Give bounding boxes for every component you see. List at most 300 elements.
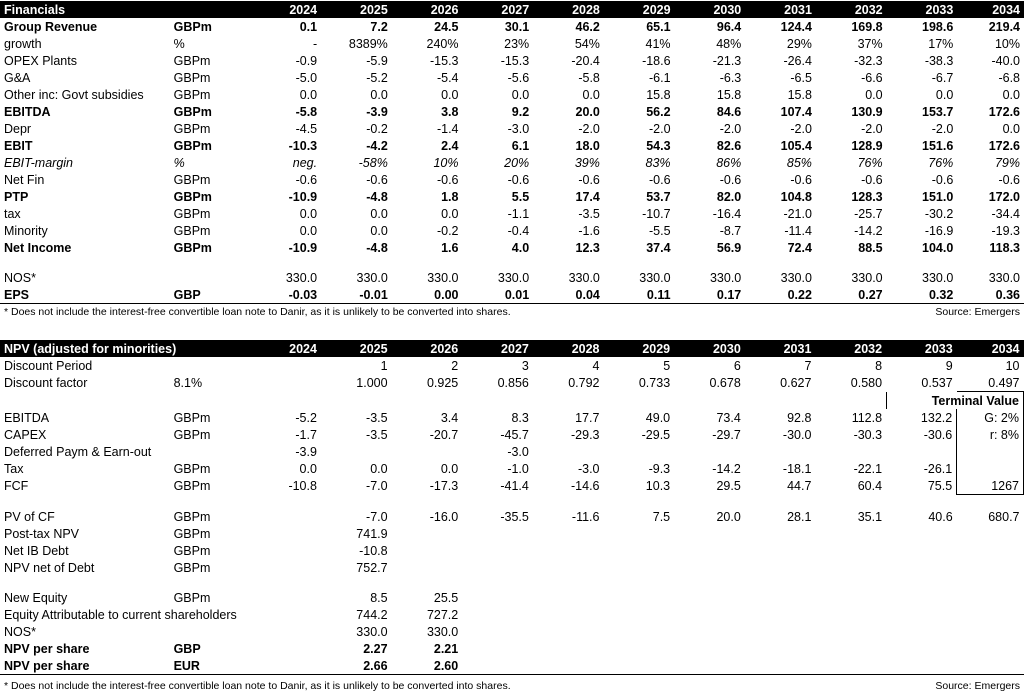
value-cell: 72.4 bbox=[787, 240, 812, 255]
npv-summary-row bbox=[0, 657, 1024, 675]
value-cell bbox=[250, 508, 321, 525]
value-cell: -5.0 bbox=[295, 70, 318, 85]
row-unit: GBPm bbox=[173, 87, 211, 102]
value-cell: G: 2% bbox=[957, 409, 1024, 426]
value-cell: -34.4 bbox=[991, 206, 1020, 221]
empty-cell bbox=[533, 559, 604, 576]
row-label: Tax bbox=[4, 461, 24, 476]
row-unit: EUR bbox=[170, 657, 251, 675]
empty-cell bbox=[957, 606, 1024, 623]
value-cell: -20.4 bbox=[571, 53, 600, 68]
year-header: 2025 bbox=[321, 1, 392, 18]
value-cell: -3.9 bbox=[366, 104, 388, 119]
value-cell: -6.8 bbox=[998, 70, 1020, 85]
npv-title: NPV (adjusted for minorities) bbox=[0, 340, 250, 357]
financials-row bbox=[0, 188, 1024, 205]
value-cell: 330.0 bbox=[568, 270, 600, 285]
row-label: Equity Attributable to current shareholders bbox=[4, 607, 237, 622]
value-cell: -5.5 bbox=[649, 223, 671, 238]
value-cell: 3 bbox=[521, 358, 529, 373]
value-cell: -1.1 bbox=[507, 206, 530, 221]
value-cell: -0.6 bbox=[578, 172, 600, 187]
value-cell: -10.7 bbox=[642, 206, 671, 221]
value-cell: 25.5 bbox=[433, 590, 459, 605]
financials-row bbox=[0, 69, 1024, 86]
value-cell: 17.7 bbox=[575, 410, 600, 425]
value-cell bbox=[392, 525, 463, 542]
year-header: 2024 bbox=[250, 1, 321, 18]
empty-cell bbox=[462, 392, 533, 410]
value-cell: 0.0 bbox=[511, 87, 530, 102]
row-label: growth bbox=[4, 36, 42, 51]
value-cell: 0.0 bbox=[582, 87, 600, 102]
value-cell: 1.000 bbox=[356, 375, 388, 390]
value-cell bbox=[886, 443, 957, 460]
value-cell: 24.5 bbox=[434, 19, 459, 34]
empty-cell bbox=[745, 392, 816, 410]
empty-cell bbox=[815, 657, 886, 675]
value-cell: 49.0 bbox=[645, 410, 671, 425]
row-label: OPEX Plants bbox=[4, 53, 77, 68]
value-cell: 0.627 bbox=[780, 375, 812, 390]
cashflow-row bbox=[0, 477, 1024, 495]
npv-table bbox=[0, 340, 1024, 675]
row-label: Post-tax NPV bbox=[4, 526, 80, 541]
value-cell: 48% bbox=[716, 36, 742, 51]
value-cell: 0.925 bbox=[426, 375, 459, 390]
value-cell: 54% bbox=[574, 36, 600, 51]
financials-title: Financials bbox=[0, 1, 170, 18]
value-cell: 10% bbox=[994, 36, 1020, 51]
empty-cell bbox=[815, 623, 886, 640]
value-cell: 60.4 bbox=[857, 478, 883, 493]
empty-cell bbox=[250, 392, 321, 410]
value-cell: 53.7 bbox=[646, 189, 671, 204]
empty-cell bbox=[250, 606, 321, 623]
value-cell: 0.0 bbox=[935, 87, 954, 102]
value-cell: -3.9 bbox=[295, 444, 317, 459]
empty-cell bbox=[815, 525, 886, 542]
empty-cell bbox=[886, 525, 957, 542]
value-cell: 28.1 bbox=[787, 509, 812, 524]
value-cell: 151.0 bbox=[922, 189, 954, 204]
value-cell bbox=[392, 542, 463, 559]
empty-cell bbox=[604, 606, 675, 623]
empty-cell bbox=[745, 559, 816, 576]
empty-cell bbox=[745, 623, 816, 640]
value-cell bbox=[250, 256, 321, 269]
empty-cell bbox=[745, 576, 816, 589]
row-unit: % bbox=[173, 155, 185, 170]
value-cell bbox=[533, 443, 604, 460]
year-header: 2034 bbox=[957, 340, 1024, 357]
value-cell: -11.6 bbox=[571, 509, 600, 524]
empty-cell bbox=[250, 559, 321, 576]
financials-row bbox=[0, 18, 1024, 35]
empty-cell bbox=[604, 559, 675, 576]
value-cell: 240% bbox=[426, 36, 459, 51]
value-cell: 76% bbox=[928, 155, 954, 170]
npv-footnote: * Does not include the interest-free convertible loan note to Danir, as it is unlikely to be converted into shares. bbox=[4, 680, 511, 692]
empty-cell bbox=[815, 640, 886, 657]
value-cell: 330.0 bbox=[780, 270, 812, 285]
value-cell: 83% bbox=[645, 155, 671, 170]
value-cell: -4.8 bbox=[366, 240, 388, 255]
value-cell: 1267 bbox=[957, 477, 1024, 495]
value-cell: 8.3 bbox=[511, 410, 529, 425]
value-cell: 330.0 bbox=[988, 270, 1020, 285]
row-unit bbox=[170, 357, 251, 374]
value-cell: 132.2 bbox=[920, 410, 953, 425]
empty-cell bbox=[815, 606, 886, 623]
value-cell: -32.3 bbox=[854, 53, 883, 68]
value-cell: 4 bbox=[592, 358, 600, 373]
npv-summary-row bbox=[0, 525, 1024, 542]
row-label: NPV net of Debt bbox=[4, 560, 95, 575]
empty-cell bbox=[886, 542, 957, 559]
value-cell: r: 8% bbox=[957, 426, 1024, 443]
value-cell: 0.497 bbox=[957, 374, 1024, 392]
value-cell: -5.2 bbox=[295, 410, 317, 425]
empty-cell bbox=[674, 576, 745, 589]
value-cell: 18.0 bbox=[575, 138, 600, 153]
value-cell: 37% bbox=[857, 36, 883, 51]
financials-row bbox=[0, 256, 1024, 269]
value-cell: 0.678 bbox=[709, 375, 741, 390]
row-label: Net Fin bbox=[4, 172, 45, 187]
npv-summary-row bbox=[0, 606, 1024, 623]
empty-cell bbox=[604, 525, 675, 542]
value-cell bbox=[533, 256, 604, 269]
value-cell: -2.0 bbox=[719, 121, 742, 136]
empty-cell bbox=[674, 542, 745, 559]
value-cell: 104.0 bbox=[922, 240, 954, 255]
value-cell: 29.5 bbox=[716, 478, 741, 493]
row-unit: % bbox=[173, 36, 185, 51]
pv-of-cf-row bbox=[0, 508, 1024, 525]
value-cell: -18.1 bbox=[782, 461, 812, 476]
value-cell: 0.0 bbox=[299, 223, 318, 238]
value-cell bbox=[392, 576, 463, 589]
value-cell: -0.6 bbox=[295, 172, 318, 187]
empty-cell bbox=[533, 525, 604, 542]
value-cell: 5.5 bbox=[511, 189, 530, 204]
discount-period-row bbox=[0, 357, 1024, 374]
value-cell: 0.0 bbox=[370, 461, 388, 476]
npv-summary-row bbox=[0, 542, 1024, 559]
value-cell: -0.6 bbox=[998, 172, 1020, 187]
value-cell: -0.9 bbox=[295, 53, 318, 68]
empty-cell bbox=[604, 589, 675, 606]
row-label: EBIT bbox=[4, 138, 33, 153]
year-header: 2025 bbox=[321, 340, 392, 357]
value-cell bbox=[392, 256, 463, 269]
empty-cell bbox=[250, 525, 321, 542]
value-cell: -21.3 bbox=[712, 53, 742, 68]
value-cell: -7.0 bbox=[366, 509, 388, 524]
value-cell: 330.0 bbox=[639, 270, 671, 285]
value-cell: -3.0 bbox=[507, 121, 530, 136]
row-label: NPV per share bbox=[4, 641, 90, 656]
value-cell: 7.5 bbox=[652, 509, 671, 524]
value-cell: 0.17 bbox=[675, 286, 746, 304]
row-label: NOS* bbox=[4, 624, 36, 639]
value-cell bbox=[604, 443, 675, 460]
row-label: Discount Period bbox=[4, 358, 93, 373]
value-cell: 0.0 bbox=[1002, 121, 1020, 136]
empty-cell bbox=[886, 606, 957, 623]
empty-cell bbox=[886, 559, 957, 576]
value-cell: 6 bbox=[733, 358, 741, 373]
empty-cell bbox=[604, 657, 675, 675]
value-cell: 0.0 bbox=[1002, 87, 1020, 102]
empty-cell bbox=[886, 623, 957, 640]
value-cell: 15.8 bbox=[646, 87, 671, 102]
value-cell: 75.5 bbox=[927, 478, 953, 493]
row-unit: GBPm bbox=[173, 206, 211, 221]
value-cell: 741.9 bbox=[356, 526, 388, 541]
npv-summary-row bbox=[0, 640, 1024, 657]
value-cell bbox=[250, 374, 321, 392]
empty-cell bbox=[604, 576, 675, 589]
empty-cell bbox=[886, 640, 957, 657]
value-cell: 17% bbox=[928, 36, 954, 51]
npv-source: Source: Emergers bbox=[935, 680, 1020, 692]
value-cell: -1.6 bbox=[578, 223, 600, 238]
value-cell: -26.1 bbox=[923, 461, 953, 476]
value-cell: 15.8 bbox=[716, 87, 742, 102]
value-cell bbox=[392, 443, 463, 460]
value-cell: -9.3 bbox=[648, 461, 671, 476]
row-label: Group Revenue bbox=[4, 19, 98, 34]
empty-cell bbox=[462, 640, 533, 657]
value-cell: 20% bbox=[504, 155, 530, 170]
value-cell: 330.0 bbox=[851, 270, 883, 285]
value-cell: 330.0 bbox=[285, 270, 318, 285]
value-cell: 1 bbox=[380, 358, 388, 373]
financials-row bbox=[0, 52, 1024, 69]
value-cell: -26.4 bbox=[783, 53, 812, 68]
empty-cell bbox=[0, 392, 170, 410]
value-cell: -20.7 bbox=[429, 427, 459, 442]
row-label: G&A bbox=[4, 70, 31, 85]
financials-source: Source: Emergers bbox=[935, 306, 1020, 318]
value-cell: -2.0 bbox=[578, 121, 600, 136]
value-cell: 107.4 bbox=[780, 104, 812, 119]
row-label: EBITDA bbox=[4, 410, 50, 425]
value-cell: -25.7 bbox=[854, 206, 883, 221]
row-label: FCF bbox=[4, 478, 29, 493]
value-cell: 54.3 bbox=[646, 138, 671, 153]
empty-cell bbox=[957, 525, 1024, 542]
value-cell: -29.5 bbox=[641, 427, 671, 442]
empty-cell bbox=[462, 589, 533, 606]
value-cell: -15.3 bbox=[430, 53, 459, 68]
value-cell: -6.1 bbox=[649, 70, 671, 85]
row-unit: GBPm bbox=[173, 560, 211, 575]
value-cell: 330.0 bbox=[426, 624, 459, 639]
financials-row bbox=[0, 86, 1024, 103]
value-cell: 330.0 bbox=[356, 624, 388, 639]
value-cell: 0.27 bbox=[816, 286, 887, 304]
empty-cell bbox=[604, 392, 675, 410]
npv-summary-row bbox=[0, 623, 1024, 640]
empty-cell bbox=[604, 640, 675, 657]
value-cell: 0.0 bbox=[299, 206, 318, 221]
value-cell: 2.60 bbox=[392, 657, 463, 675]
value-cell: 0.0 bbox=[440, 461, 459, 476]
year-header: 2029 bbox=[604, 340, 675, 357]
row-label: PTP bbox=[4, 189, 29, 204]
empty-cell bbox=[462, 606, 533, 623]
empty-cell bbox=[250, 576, 321, 589]
row-unit: GBPm bbox=[173, 19, 212, 34]
empty-cell bbox=[815, 559, 886, 576]
value-cell: 0.1 bbox=[299, 19, 318, 34]
row-unit: GBPm bbox=[173, 590, 211, 605]
row-unit: GBPm bbox=[173, 121, 211, 136]
npv-footnote-row bbox=[0, 680, 1024, 692]
value-cell: 0.36 bbox=[957, 286, 1024, 304]
empty-cell bbox=[462, 623, 533, 640]
row-label: Other inc: Govt subsidies bbox=[4, 87, 144, 102]
value-cell: -10.3 bbox=[288, 138, 318, 153]
row-label: tax bbox=[4, 206, 21, 221]
value-cell: -2.0 bbox=[861, 121, 883, 136]
terminal-value-row bbox=[0, 392, 1024, 410]
empty-cell bbox=[815, 589, 886, 606]
row-unit: GBPm bbox=[173, 478, 211, 493]
year-header: 2033 bbox=[886, 340, 957, 357]
value-cell: 5 bbox=[663, 358, 671, 373]
value-cell: -0.2 bbox=[436, 223, 459, 238]
value-cell: -17.3 bbox=[429, 478, 459, 493]
value-cell: -11.4 bbox=[784, 223, 812, 238]
row-unit: GBPm bbox=[173, 53, 211, 68]
spacer-row bbox=[0, 495, 1024, 509]
row-unit: GBPm bbox=[173, 240, 212, 255]
value-cell: -29.7 bbox=[712, 427, 741, 442]
value-cell: 2 bbox=[451, 358, 459, 373]
value-cell bbox=[745, 443, 816, 460]
year-header: 2027 bbox=[463, 1, 534, 18]
value-cell: 96.4 bbox=[716, 19, 742, 34]
empty-cell bbox=[392, 392, 463, 410]
cashflow-row bbox=[0, 426, 1024, 443]
year-header: 2032 bbox=[816, 1, 887, 18]
value-cell: -5.6 bbox=[507, 70, 530, 85]
row-label bbox=[0, 256, 170, 269]
value-cell: 7.2 bbox=[370, 19, 388, 34]
row-label: Deferred Paym & Earn-out bbox=[4, 444, 152, 459]
value-cell bbox=[321, 256, 392, 269]
value-cell: -29.3 bbox=[571, 427, 600, 442]
value-cell: 76% bbox=[857, 155, 883, 170]
financials-row bbox=[0, 120, 1024, 137]
value-cell: 153.7 bbox=[922, 104, 954, 119]
value-cell: -10.9 bbox=[288, 189, 318, 204]
value-cell: 0.11 bbox=[604, 286, 675, 304]
year-header: 2024 bbox=[250, 340, 321, 357]
value-cell: -30.2 bbox=[924, 206, 954, 221]
value-cell: -6.5 bbox=[790, 70, 812, 85]
value-cell: -1.0 bbox=[507, 461, 529, 476]
value-cell: - bbox=[312, 36, 318, 51]
empty-cell bbox=[604, 623, 675, 640]
value-cell: 84.6 bbox=[716, 104, 742, 119]
value-cell: 2.27 bbox=[363, 641, 388, 656]
empty-cell bbox=[462, 657, 533, 675]
value-cell: 39% bbox=[574, 155, 600, 170]
empty-cell bbox=[674, 392, 745, 410]
empty-cell bbox=[957, 640, 1024, 657]
value-cell: 10 bbox=[1005, 358, 1020, 373]
value-cell: 8 bbox=[875, 358, 883, 373]
value-cell: 85% bbox=[786, 155, 812, 170]
empty-cell bbox=[745, 640, 816, 657]
value-cell bbox=[392, 559, 463, 576]
row-label: Net Income bbox=[4, 240, 72, 255]
value-cell: 172.0 bbox=[988, 189, 1020, 204]
value-cell: 20.0 bbox=[575, 104, 600, 119]
value-cell: 10.3 bbox=[645, 478, 671, 493]
value-cell: neg. bbox=[292, 155, 318, 170]
row-unit bbox=[170, 256, 251, 269]
value-cell: 124.4 bbox=[780, 19, 812, 34]
value-cell: -0.6 bbox=[507, 172, 530, 187]
value-cell: -45.7 bbox=[500, 427, 529, 442]
row-label: EBIT-margin bbox=[4, 155, 74, 170]
value-cell: 12.3 bbox=[575, 240, 600, 255]
value-cell: -30.6 bbox=[923, 427, 953, 442]
value-cell: 40.6 bbox=[928, 509, 953, 524]
empty-cell bbox=[957, 623, 1024, 640]
value-cell: -21.0 bbox=[783, 206, 812, 221]
value-cell: 0.22 bbox=[745, 286, 816, 304]
empty-cell bbox=[674, 589, 745, 606]
value-cell: -6.3 bbox=[719, 70, 742, 85]
value-cell: -0.01 bbox=[321, 286, 392, 304]
row-unit: GBPm bbox=[173, 427, 211, 442]
npv-summary-row bbox=[0, 576, 1024, 589]
value-cell: 56.9 bbox=[716, 240, 742, 255]
value-cell: 9 bbox=[945, 358, 953, 373]
value-cell: 65.1 bbox=[646, 19, 671, 34]
row-label: New Equity bbox=[4, 590, 68, 605]
value-cell: -15.3 bbox=[500, 53, 530, 68]
row-unit bbox=[170, 623, 251, 640]
year-header: 2031 bbox=[745, 1, 816, 18]
year-header: 2033 bbox=[887, 1, 958, 18]
value-cell bbox=[957, 460, 1024, 477]
value-cell: -14.2 bbox=[712, 461, 741, 476]
value-cell: 23% bbox=[504, 36, 530, 51]
empty-cell bbox=[321, 392, 392, 410]
value-cell: 86% bbox=[716, 155, 742, 170]
financials-row bbox=[0, 35, 1024, 52]
year-header: 2029 bbox=[604, 1, 675, 18]
value-cell: -8.7 bbox=[719, 223, 742, 238]
value-cell: -3.0 bbox=[507, 444, 529, 459]
value-cell: -35.5 bbox=[500, 509, 529, 524]
value-cell: 172.6 bbox=[988, 104, 1020, 119]
financials-header-row bbox=[0, 1, 1024, 18]
value-cell: 0.00 bbox=[392, 286, 463, 304]
value-cell: 37.4 bbox=[646, 240, 671, 255]
value-cell bbox=[957, 256, 1024, 269]
empty-cell bbox=[462, 576, 533, 589]
value-cell: -3.5 bbox=[366, 410, 388, 425]
